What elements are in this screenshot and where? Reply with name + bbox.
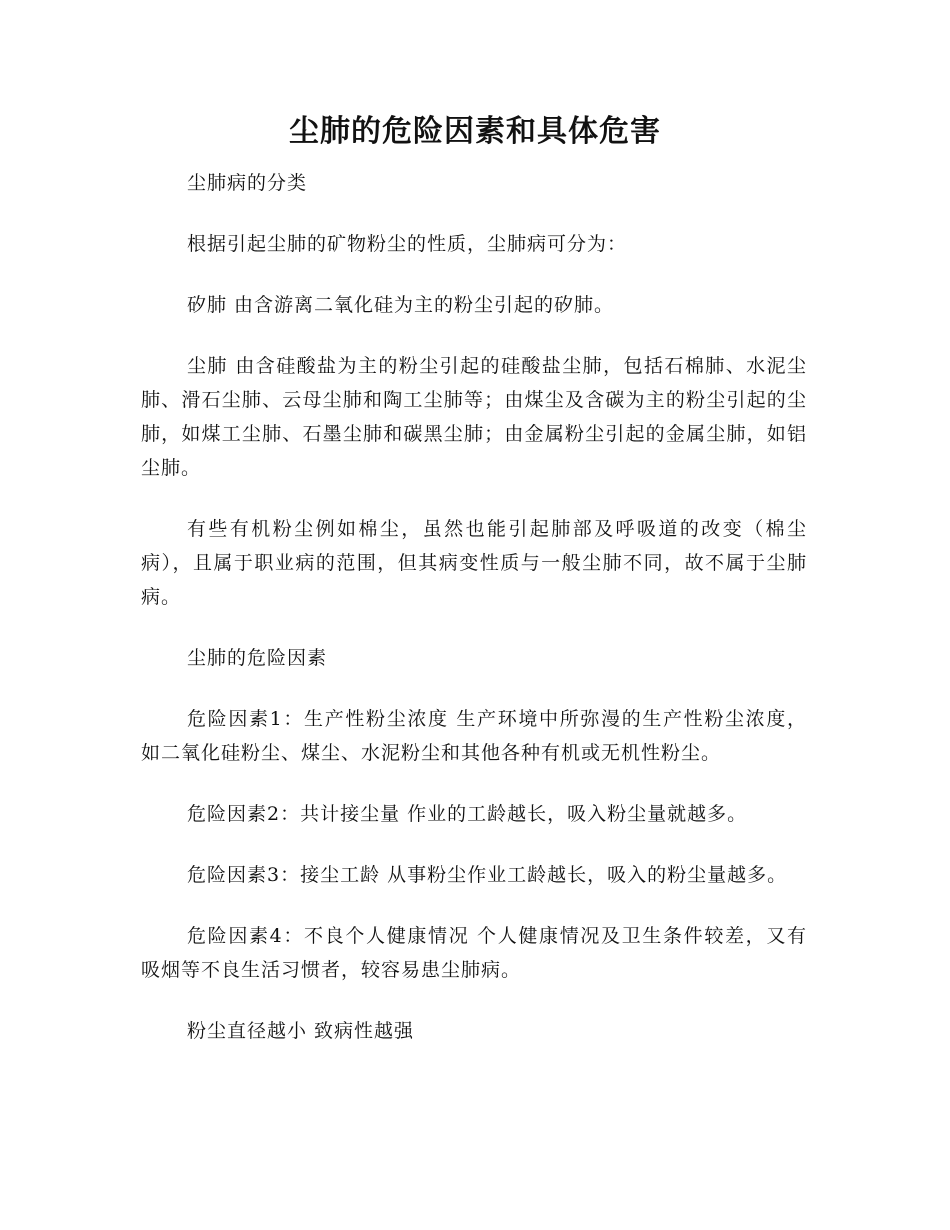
paragraph-risk-factor-4: 危险因素4：不良个人健康情况 个人健康情况及卫生条件较差，又有吸烟等不良生活习惯者，较容易患尘肺病。 xyxy=(141,925,807,981)
paragraph-organic-dust: 有些有机粉尘例如棉尘，虽然也能引起肺部及呼吸道的改变（棉尘病），且属于职业病的范围，但其病变性质与一般尘肺不同，故不属于尘肺病。 xyxy=(141,518,807,608)
paragraph-classification-intro: 根据引起尘肺的矿物粉尘的性质，尘肺病可分为： xyxy=(187,233,628,255)
paragraph-section-heading-risk-factors: 尘肺的危险因素 xyxy=(187,647,328,669)
paragraph-risk-factor-3: 危险因素3：接尘工龄 从事粉尘作业工龄越长，吸入的粉尘量越多。 xyxy=(187,864,788,886)
paragraph-risk-factor-2: 危险因素2：共计接尘量 作业的工龄越长，吸入粉尘量就越多。 xyxy=(187,803,748,825)
paragraph-pneumoconiosis-types: 尘肺 由含硅酸盐为主的粉尘引起的硅酸盐尘肺，包括石棉肺、水泥尘肺、滑石尘肺、云母尘肺和陶工尘肺等；由煤尘及含碳为主的粉尘引起的尘肺，如煤工尘肺、石墨尘肺和碳黑尘肺；由金属粉尘引起的金属尘肺，如铝尘肺。 xyxy=(141,355,807,479)
paragraph-section-heading-classification: 尘肺病的分类 xyxy=(187,172,308,194)
paragraph-risk-factor-1: 危险因素1：生产性粉尘浓度 生产环境中所弥漫的生产性粉尘浓度，如二氧化硅粉尘、煤尘、水泥粉尘和其他各种有机或无机性粉尘。 xyxy=(141,708,807,764)
document-body xyxy=(141,166,807,1075)
document-title: 尘肺的危险因素和具体危害 xyxy=(289,114,661,149)
paragraph-particle-size: 粉尘直径越小 致病性越强 xyxy=(187,1020,415,1042)
paragraph-silicosis: 矽肺 由含游离二氧化硅为主的粉尘引起的矽肺。 xyxy=(187,294,615,316)
